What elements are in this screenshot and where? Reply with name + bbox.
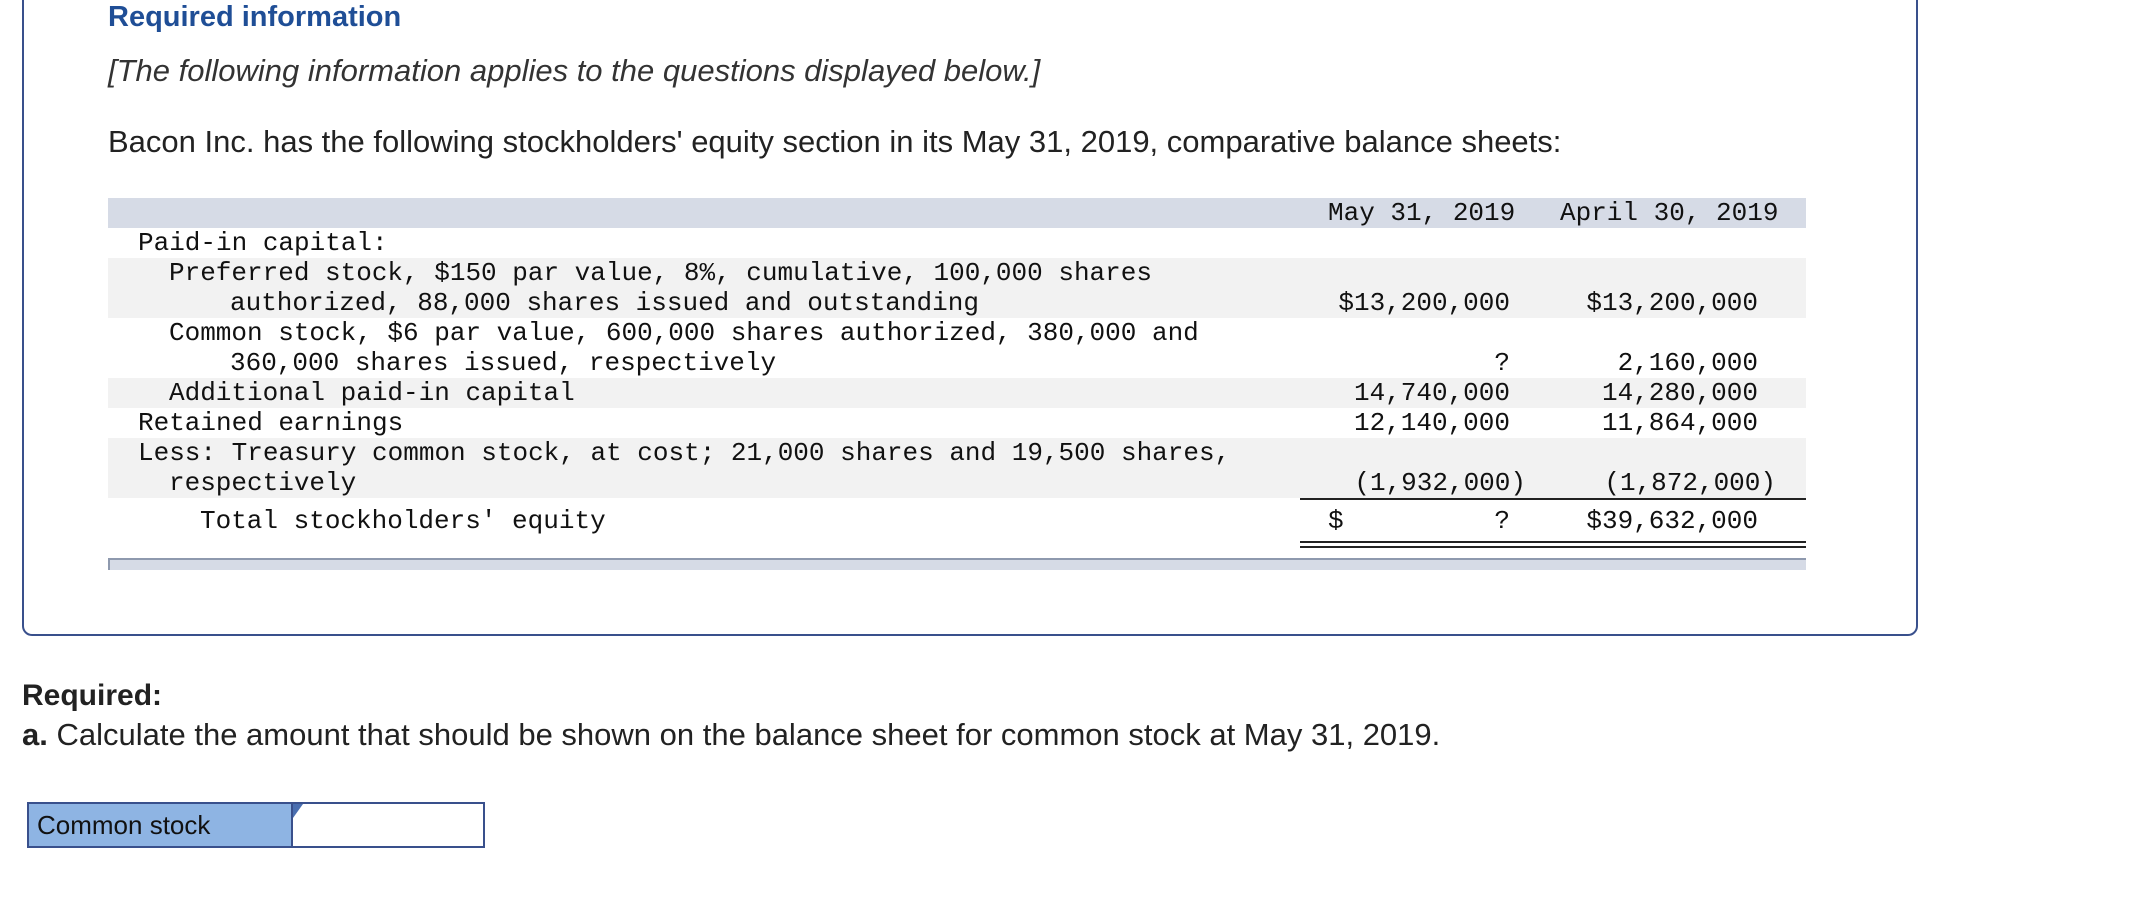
row-label-paid-in-capital: Paid-in capital: — [138, 228, 388, 258]
common-stock-may: ? — [1494, 348, 1510, 378]
total-equity-may-currency: $ — [1328, 506, 1344, 536]
row-label-common-stock: Common stock, $6 par value, 600,000 shares authorized, 380,000 and — [169, 318, 1199, 348]
total-equity-april: $39,632,000 — [1586, 506, 1758, 536]
row-label-treasury-stock: Less: Treasury common stock, at cost; 21,000 shares and 19,500 shares, — [138, 438, 1231, 468]
intro-text: Bacon Inc. has the following stockholders' equity section in its May 31, 2019, comparative balance sheets: — [108, 124, 1562, 159]
flag-marker-icon — [293, 804, 303, 818]
question-text: Calculate the amount that should be shown on the balance sheet for common stock at May 31, 2019. — [56, 717, 1441, 752]
preferred-stock-april: $13,200,000 — [1586, 288, 1758, 318]
total-double-rule — [1300, 541, 1806, 548]
row-label-retained-earnings: Retained earnings — [138, 408, 404, 438]
preferred-stock-may: $13,200,000 — [1338, 288, 1510, 318]
row-label-common-stock-cont: 360,000 shares issued, respectively — [230, 348, 777, 378]
info-note: [The following information applies to the questions displayed below.] — [108, 53, 1041, 88]
apic-april: 14,280,000 — [1601, 378, 1758, 408]
retained-earnings-may: 12,140,000 — [1353, 408, 1510, 438]
answer-input-wrap — [293, 804, 483, 846]
table-header — [108, 198, 1806, 228]
common-stock-input[interactable] — [293, 804, 483, 846]
subtotal-rule — [1300, 498, 1806, 500]
common-stock-april: 2,160,000 — [1617, 348, 1758, 378]
table-footer — [108, 558, 1806, 570]
required-title: Required: — [22, 679, 163, 712]
total-equity-may: ? — [1494, 506, 1510, 536]
row-label-preferred-stock-cont: authorized, 88,000 shares issued and outstanding — [230, 288, 979, 318]
answer-row — [27, 802, 485, 848]
required-information-title: Required information — [108, 1, 402, 33]
column-header-april: April 30, 2019 — [1560, 198, 1779, 228]
treasury-stock-may: (1,932,000) — [1354, 468, 1526, 498]
row-label-preferred-stock: Preferred stock, $150 par value, 8%, cumulative, 100,000 shares — [169, 258, 1152, 288]
treasury-stock-april: (1,872,000) — [1604, 468, 1776, 498]
row-label-treasury-stock-cont: respectively — [169, 468, 357, 498]
row-label-total-equity: Total stockholders' equity — [200, 506, 606, 536]
retained-earnings-april: 11,864,000 — [1601, 408, 1758, 438]
common-stock-label: Common stock — [29, 804, 293, 846]
row-label-apic: Additional paid-in capital — [169, 378, 575, 408]
question-a — [22, 716, 1440, 754]
question-letter: a. — [22, 717, 48, 752]
column-header-may: May 31, 2019 — [1328, 198, 1516, 228]
apic-may: 14,740,000 — [1353, 378, 1510, 408]
